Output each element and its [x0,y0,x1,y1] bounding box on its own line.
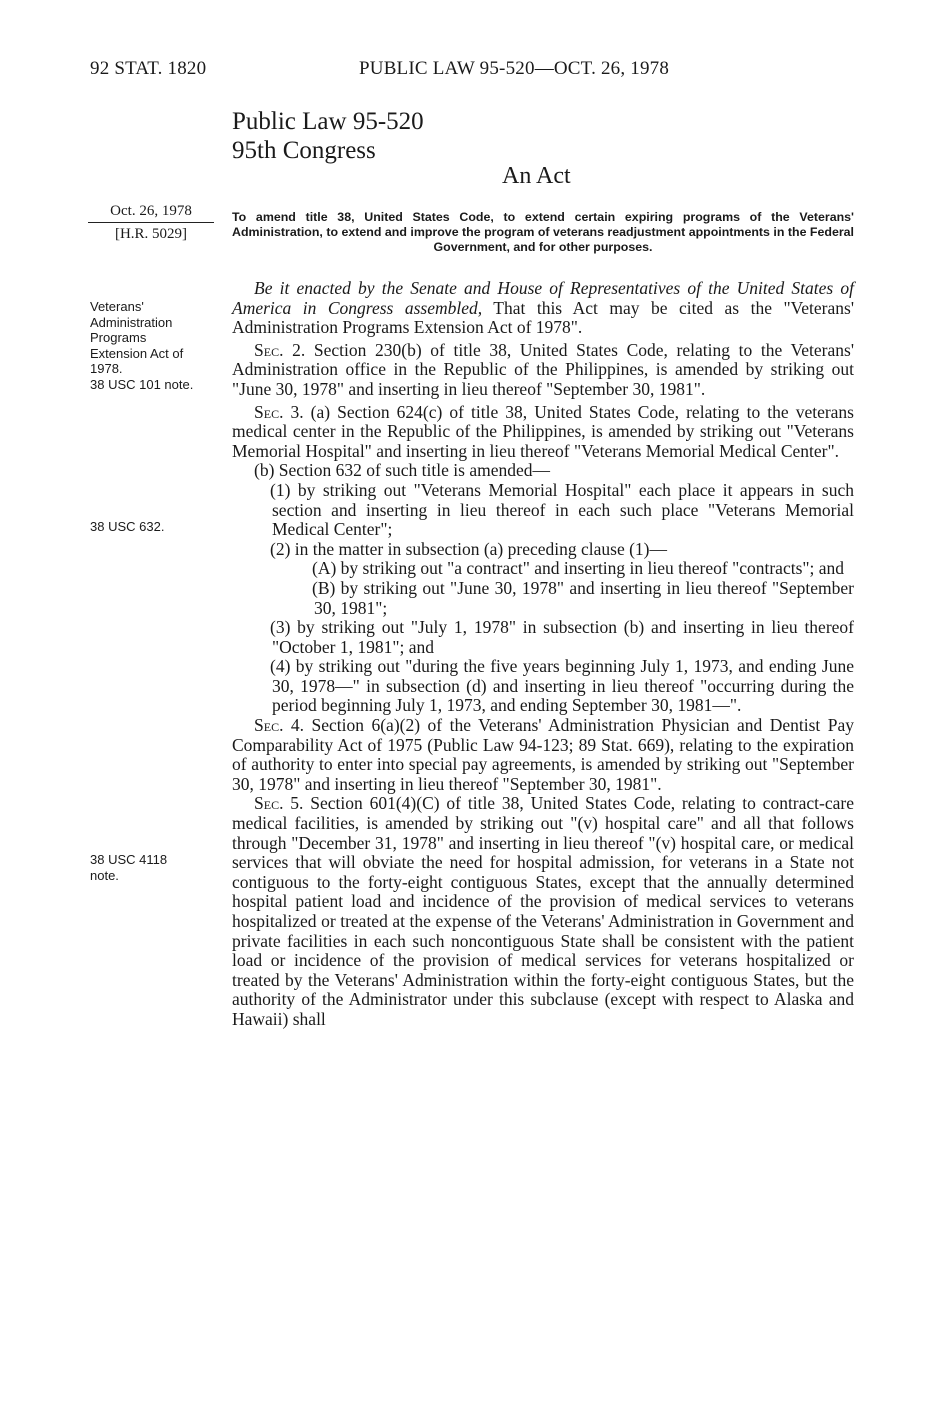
amendment-item-3: (3) by striking out "July 1, 1978" in subsection (b) and inserting in lieu thereof "October 1, 1981"; and [270,617,854,657]
margin-note-line: note. [90,867,119,883]
amendment-item-2a: (A) by striking out "a contract" and inserting in lieu thereof "contracts"; and [312,558,845,579]
act-body [232,278,854,1030]
margin-note-line: Programs [90,330,147,345]
public-law-number: Public Law 95-520 [232,108,424,135]
section-text: Section 230(b) of title 38, United States Code, relating to the Veterans' Administration office in the Republic of the Philippines, is amended by striking out "June 30, 1978" and inserting in lieu thereof "September 30, 1981". [232,339,854,399]
amendment-item-4: (4) by striking out "during the five years beginning July 1, 1973, and ending June 30, 1978—" in subsection (d) and inserting in lieu thereof "occurring during the period beginning July 1, 1973, and ending September 30, 1981—". [270,656,854,716]
act-heading: An Act [502,163,571,189]
section-text: (a) Section 624(c) of title 38, United States Code, relating to the veterans medical center in the Republic of the Philippines, is amended by striking out "Veterans Memorial Hospital" and inserting in lieu thereof "Veterans Memorial Medical Center". [232,401,854,461]
margin-note-line: 1978. [90,361,123,376]
enacting-clause [232,279,854,338]
enactment-date-block [88,203,214,243]
section-text: Section 601(4)(C) of title 38, United States Code, relating to contract-care medical facilities, is amended by striking out "(v) hospital care" and all that follows through "December 31, 1978" and inserting in lieu thereof "(v) hospital care, or medical services that will obviate the need for hospital admission, for veterans in a State not contiguous to the forty-eight contiguous States, except that the annually determined hospital patient load and incidence of the provision of medical services to veterans hospitalized or treated at the expense of the Veterans' Administration in Government and private facilities in each such noncontiguous State shall be consistent with the patient load or incidence of the provision of medical services for veterans hospitalized or treated by the Veterans' Administration within the forty-eight contiguous States, but the authority of the Administrator under this subclause (except with respect to Alaska and Hawaii) shall [232,793,854,1029]
page-stat-reference: 92 STAT. 1820 [90,58,207,79]
bill-number: [H.R. 5029] [114,226,188,242]
congress-number: 95th Congress [232,137,376,164]
amendment-item-2: (2) in the matter in subsection (a) preceding clause (1)— [270,538,668,559]
section-label: Sec. 3. [254,401,304,422]
amendment-item-2b: (B) by striking out "June 30, 1978" and inserting in lieu thereof "September 30, 1981"; [312,577,854,618]
enacting-clause-italic: Be it enacted by the Senate and House of Representatives of the United States of America in Congress assembled, [232,278,854,318]
section-label: Sec. 2. [254,339,306,360]
margin-note-line: 38 USC 632. [90,519,165,534]
section-label: Sec. 4. [254,715,305,736]
margin-note-632 [90,519,222,535]
section-5 [232,794,854,1029]
section-2 [232,341,854,400]
amendment-item-1: (1) by striking out "Veterans Memorial Hospital" each place it appears in such section and inserting in lieu thereof in each such place "Veterans Memorial Medical Center"; [270,479,854,540]
margin-note-line: 38 USC 101 note. [90,376,194,392]
enactment-date: Oct. 26, 1978 [88,203,214,223]
section-3b: (b) Section 632 of such title is amended— [254,460,550,481]
section-3a [232,403,854,462]
margin-note-short-title [90,299,222,392]
law-title-block [232,107,424,165]
margin-note-line: Extension Act of [90,345,184,361]
margin-note-4118 [90,852,222,883]
running-title: PUBLIC LAW 95-520—OCT. 26, 1978 [359,58,670,79]
section-4 [232,716,854,794]
margin-note-line: 38 USC 4118 [90,852,168,867]
margin-note-line: Administration [90,314,173,330]
margin-note-line: Veterans' [90,299,144,314]
enacting-clause-rest: That this Act may be cited as the "Veterans' Administration Programs Extension Act of 1978". [232,297,854,338]
act-purpose: To amend title 38, United States Code, to extend certain expiring programs of the Veterans' Administration, to extend and improve the program of veterans readjustment appointments in the Federal Government, and for other purposes. [232,210,854,254]
section-label: Sec. 5. [254,793,304,814]
section-text: Section 6(a)(2) of the Veterans' Administration Physician and Dentist Pay Comparability Act of 1975 (Public Law 94-123; 89 Stat. 669), relating to the expiration of authority to enter into special pay agreements, is amended by striking out "September 30, 1978" and inserting in lieu thereof "September 30, 1981". [232,715,854,794]
